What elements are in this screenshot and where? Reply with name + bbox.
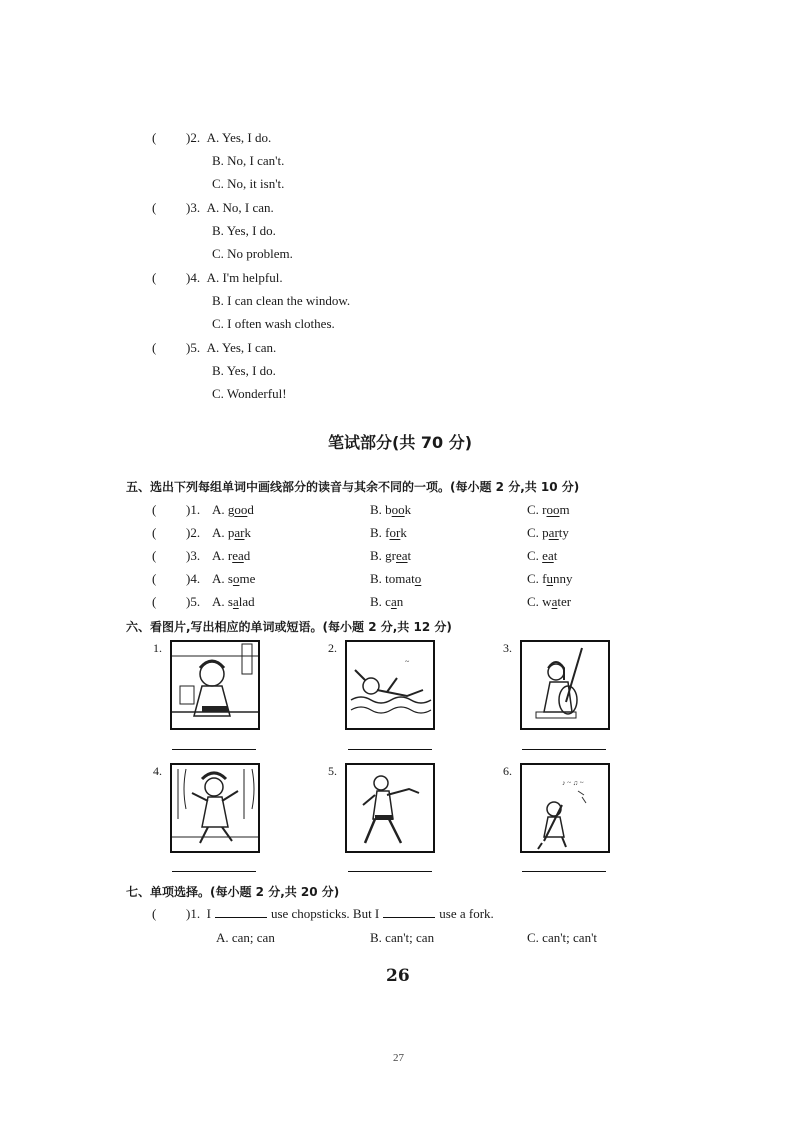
answer-paren[interactable]: (	[152, 594, 157, 609]
q1-option-c[interactable]: C. can't; can't	[527, 930, 598, 945]
picture-3-pipa	[520, 640, 610, 730]
underlined-part: ar	[548, 525, 559, 540]
underlined-part: or	[389, 525, 401, 540]
word-option-a[interactable]	[212, 594, 255, 610]
word-prefix: C. p	[527, 525, 549, 540]
underlined-part: oo	[391, 502, 405, 517]
picture-4-number: 4.	[153, 764, 162, 778]
question-number: )4.	[186, 571, 201, 586]
option-a[interactable]: A. No, I can.	[206, 200, 274, 215]
picture-1-number: 1.	[153, 641, 162, 655]
section6-heading: 六、看图片,写出相应的单词或短语。(每小题 2 分,共 12 分)	[126, 620, 452, 634]
word-prefix: A. p	[212, 525, 235, 540]
word-suffix: k	[404, 502, 412, 517]
picture-4-dancing	[170, 763, 260, 853]
answer-paren[interactable]: (	[152, 548, 157, 563]
answer-paren[interactable]: (	[152, 200, 157, 215]
word-option-c[interactable]	[527, 502, 570, 518]
question-number: )2.	[186, 130, 201, 145]
question-number: )3.	[186, 548, 201, 563]
q1-option-a[interactable]: A. can; can	[216, 930, 275, 945]
word-suffix: d	[247, 502, 254, 517]
option-c[interactable]: C. No problem.	[212, 246, 293, 261]
question-number: )2.	[186, 525, 201, 540]
word-option-a[interactable]	[212, 502, 254, 518]
section5-row	[152, 571, 200, 587]
picture-3-answer-line[interactable]	[522, 749, 606, 750]
word-suffix: lad	[238, 594, 255, 609]
picture-5-kungfu	[345, 763, 435, 853]
word-suffix: n	[396, 594, 404, 609]
option-c[interactable]: C. Wonderful!	[212, 386, 287, 401]
section5-row	[152, 525, 200, 541]
option-c[interactable]: C. I often wash clothes.	[212, 316, 335, 331]
option-a[interactable]: A. I'm helpful.	[206, 270, 283, 285]
question-number: )5.	[186, 594, 201, 609]
option-b[interactable]: B. I can clean the window.	[212, 293, 351, 308]
picture-6-number: 6.	[503, 764, 512, 778]
underlined-part: o	[232, 571, 240, 586]
svg-text:♪ ~ ♫ ~: ♪ ~ ♫ ~	[562, 779, 584, 787]
word-option-c[interactable]	[527, 594, 571, 610]
picture-3-number: 3.	[503, 641, 512, 655]
word-suffix: k	[244, 525, 251, 540]
section5-row	[152, 502, 200, 518]
picture-4-answer-line[interactable]	[172, 871, 256, 872]
option-c[interactable]: C. No, it isn't.	[212, 176, 285, 191]
question-number: )5.	[186, 340, 201, 355]
answer-paren[interactable]: (	[152, 502, 157, 517]
underlined-part: ar	[234, 525, 245, 540]
word-prefix: B. gr	[370, 548, 396, 563]
word-suffix: t	[553, 548, 558, 563]
word-prefix: C. f	[527, 571, 547, 586]
underlined-part: o	[414, 571, 422, 586]
picture-2-answer-line[interactable]	[348, 749, 432, 750]
listening-question	[152, 200, 274, 216]
word-suffix: d	[243, 548, 251, 563]
word-prefix: A. s	[212, 594, 233, 609]
section5-heading: 五、选出下列每组单词中画线部分的读音与其余不同的一项。(每小题 2 分,共 10 分)	[126, 480, 580, 494]
word-option-a[interactable]	[212, 571, 255, 587]
underlined-part: u	[546, 571, 553, 586]
answer-blank-1[interactable]	[215, 907, 267, 918]
word-prefix: C. r	[527, 502, 547, 517]
word-option-b[interactable]	[370, 594, 403, 610]
word-option-a[interactable]	[212, 525, 251, 541]
section7-question-1	[152, 906, 494, 922]
picture-5-answer-line[interactable]	[348, 871, 432, 872]
word-suffix: ty	[558, 525, 569, 540]
word-suffix: k	[400, 525, 407, 540]
question-number: )1.	[186, 502, 201, 517]
picture-2-number: 2.	[328, 641, 337, 655]
word-prefix: A. s	[212, 571, 233, 586]
answer-paren[interactable]: (	[152, 270, 157, 285]
picture-1-cooking	[170, 640, 260, 730]
option-b[interactable]: B. Yes, I do.	[212, 363, 276, 378]
word-prefix: C.	[527, 548, 543, 563]
word-option-b[interactable]	[370, 571, 421, 587]
answer-blank-2[interactable]	[383, 907, 435, 918]
question-number: )3.	[186, 200, 201, 215]
picture-6-answer-line[interactable]	[522, 871, 606, 872]
footer-page-number: 27	[393, 1052, 404, 1064]
answer-paren[interactable]: (	[152, 906, 157, 921]
listening-question	[152, 340, 276, 356]
word-suffix: me	[239, 571, 256, 586]
answer-paren[interactable]: (	[152, 571, 157, 586]
answer-paren[interactable]: (	[152, 340, 157, 355]
svg-text:~: ~	[405, 657, 410, 666]
word-prefix: A. g	[212, 502, 235, 517]
word-suffix: m	[559, 502, 570, 517]
word-option-a[interactable]	[212, 548, 250, 564]
underlined-part: oo	[546, 502, 560, 517]
section5-row	[152, 548, 200, 564]
question-number: )1.	[186, 906, 201, 921]
underlined-part: oo	[234, 502, 248, 517]
section5-row	[152, 594, 200, 610]
page-number: 26	[386, 966, 410, 986]
word-prefix: B. b	[370, 502, 392, 517]
underlined-part: a	[232, 594, 239, 609]
underlined-part: ea	[396, 548, 408, 563]
underlined-part: ea	[542, 548, 554, 563]
word-option-b[interactable]	[370, 548, 411, 564]
question-text-post: use a fork.	[439, 906, 494, 921]
underlined-part: a	[390, 594, 397, 609]
underlined-part: ea	[232, 548, 244, 563]
word-option-b[interactable]	[370, 502, 411, 518]
answer-paren[interactable]: (	[152, 525, 157, 540]
word-prefix: B. f	[370, 525, 390, 540]
word-prefix: B. tomat	[370, 571, 415, 586]
picture-5-number: 5.	[328, 764, 337, 778]
question-text-mid: use chopsticks. But I	[270, 906, 380, 921]
option-b[interactable]: B. Yes, I do.	[212, 223, 276, 238]
answer-paren[interactable]: (	[152, 130, 157, 145]
listening-question	[152, 130, 271, 146]
option-b[interactable]: B. No, I can't.	[212, 153, 285, 168]
underlined-part: a	[551, 594, 558, 609]
question-number: )4.	[186, 270, 201, 285]
written-part-title: 笔试部分(共 70 分)	[328, 433, 473, 452]
word-suffix: t	[407, 548, 412, 563]
question-text-pre: I	[206, 906, 211, 921]
picture-6-erhu	[520, 763, 610, 853]
word-option-c[interactable]	[527, 548, 557, 564]
word-option-b[interactable]	[370, 525, 407, 541]
picture-2-swimming	[345, 640, 435, 730]
listening-question	[152, 270, 283, 286]
word-option-c[interactable]	[527, 525, 569, 541]
picture-1-answer-line[interactable]	[172, 749, 256, 750]
option-a[interactable]: A. Yes, I can.	[206, 340, 277, 355]
q1-option-b[interactable]: B. can't; can	[370, 930, 435, 945]
word-prefix: B. c	[370, 594, 391, 609]
section7-heading: 七、单项选择。(每小题 2 分,共 20 分)	[126, 885, 340, 899]
word-suffix: nny	[553, 571, 573, 586]
option-a[interactable]: A. Yes, I do.	[206, 130, 272, 145]
word-prefix: A. r	[212, 548, 233, 563]
word-suffix: ter	[557, 594, 572, 609]
word-option-c[interactable]	[527, 571, 573, 587]
word-prefix: C. w	[527, 594, 552, 609]
